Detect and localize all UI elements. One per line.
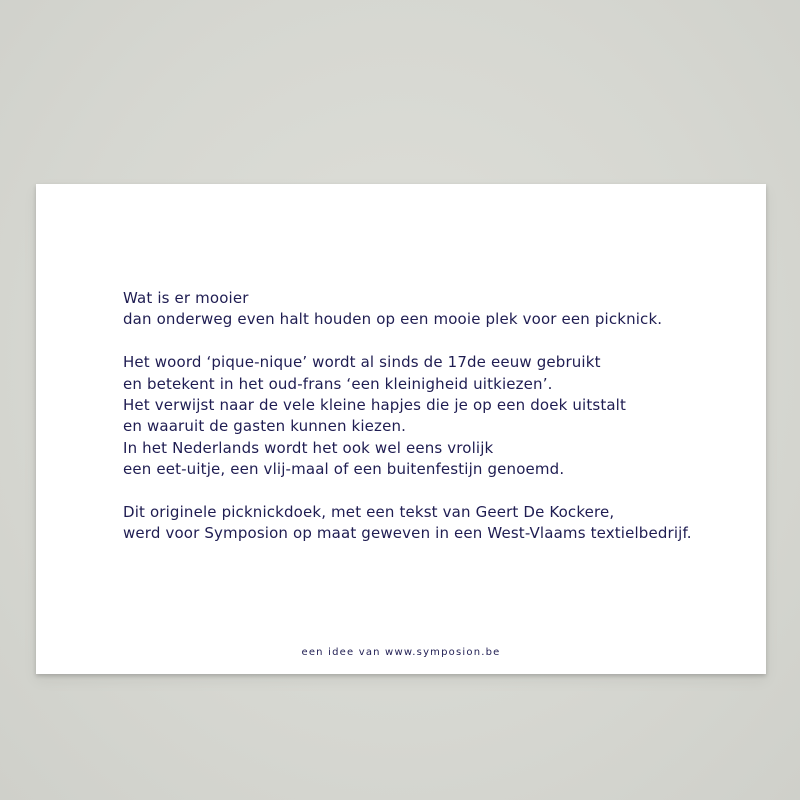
text-line: Dit originele picknickdoek, met een tekst van Geert De Kockere, <box>123 503 615 522</box>
text-line: dan onderweg even halt houden op een mooie plek voor een picknick. <box>123 310 663 329</box>
text-line: Wat is er mooier <box>123 289 249 307</box>
card-footer-credit: een idee van www.symposion.be <box>301 647 501 658</box>
text-line: Het verwijst naar de vele kleine hapjes die je op een doek uitstalt <box>123 396 627 415</box>
card-body-text <box>123 288 743 545</box>
text-line: In het Nederlands wordt het ook wel eens vrolijk <box>123 438 494 457</box>
printed-card <box>36 184 766 674</box>
text-line: en betekent in het oud-frans ‘een kleinigheid uitkiezen’. <box>123 374 553 393</box>
text-line: Het woord ‘pique-nique’ wordt al sinds de 17de eeuw gebruikt <box>123 353 601 372</box>
text-line: een eet-uitje, een vlij-maal of een buitenfestijn genoemd. <box>123 460 565 479</box>
text-line: en waaruit de gasten kunnen kiezen. <box>123 417 407 436</box>
paragraph-gap <box>123 481 743 502</box>
paragraph-gap <box>123 331 743 352</box>
text-line: werd voor Symposion op maat geweven in een West-Vlaams textielbedrijf. <box>123 524 692 543</box>
